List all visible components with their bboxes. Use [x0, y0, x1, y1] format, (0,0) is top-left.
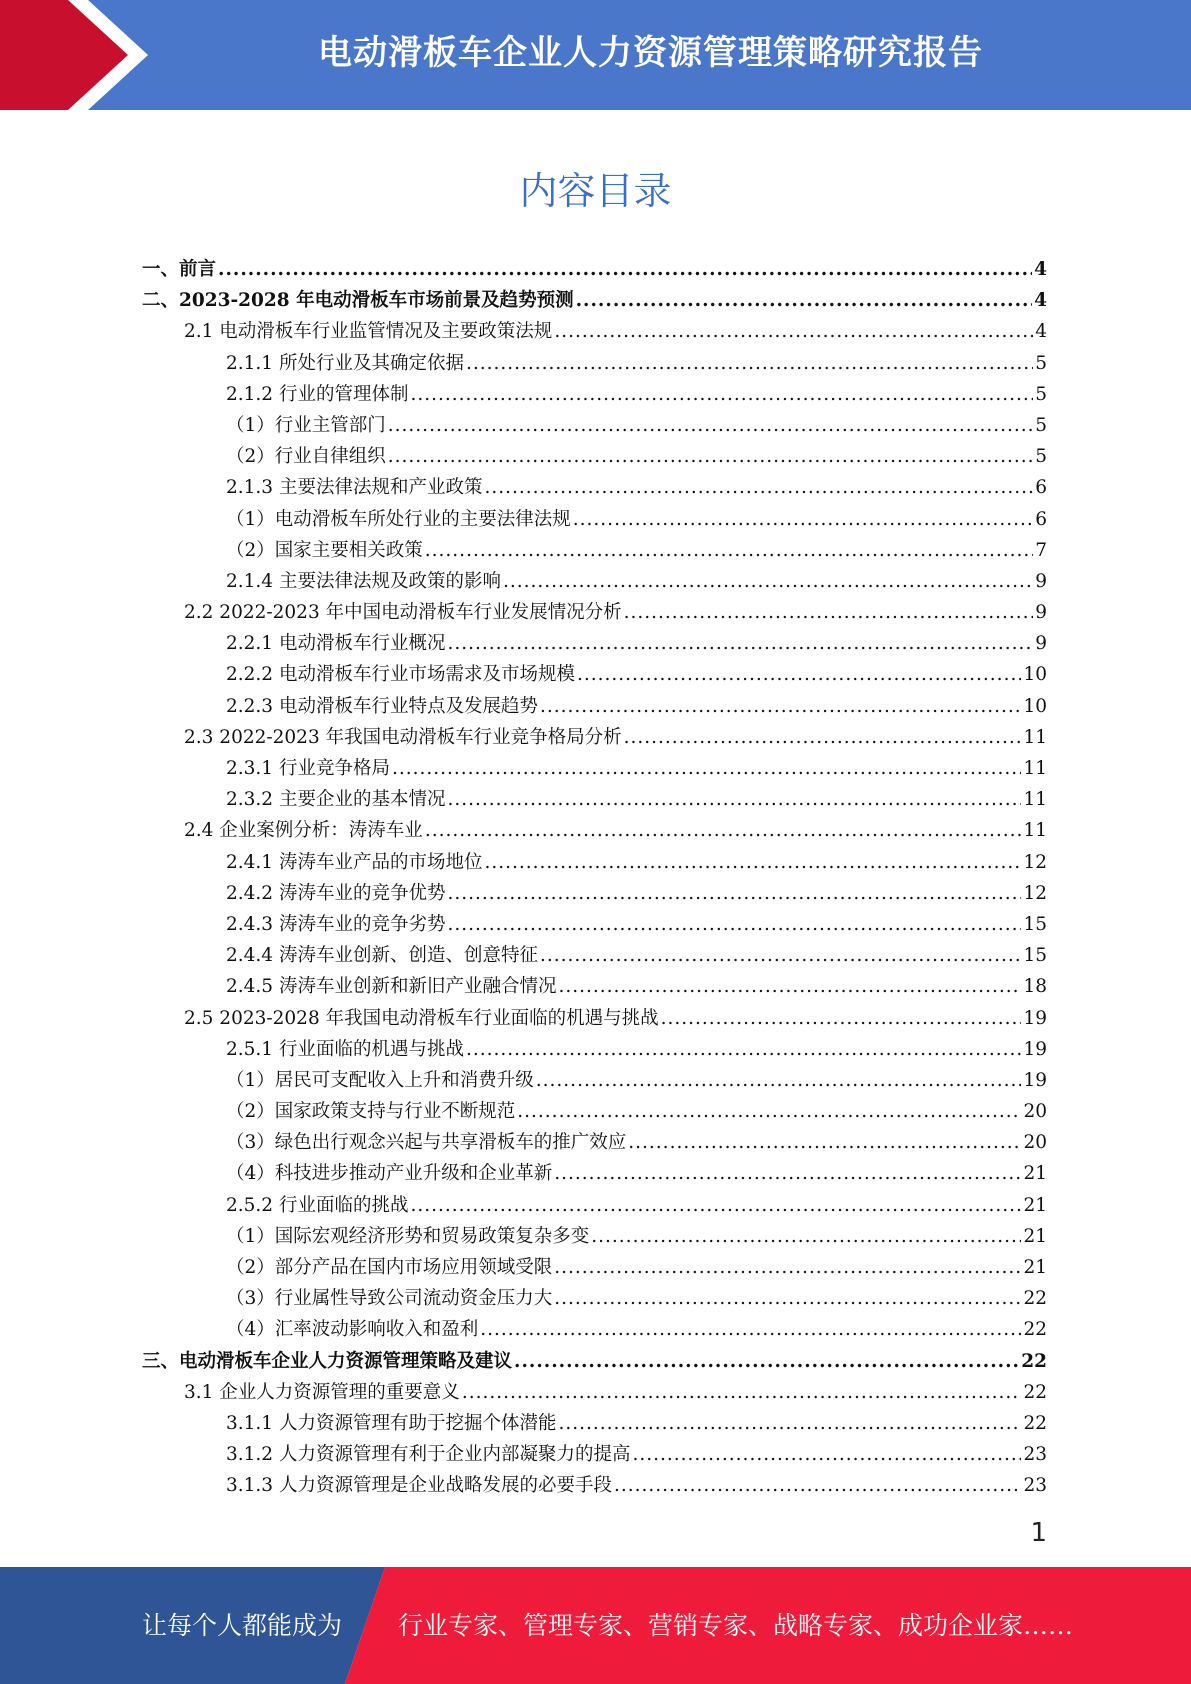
toc-entry[interactable]	[142, 816, 1047, 847]
toc-entry-page: 21	[1023, 1257, 1047, 1278]
toc-entry-title: 2.4.1 涛涛车业产品的市场地位	[226, 851, 483, 873]
toc-entry-page: 11	[1023, 726, 1047, 748]
toc-leader-dots	[540, 945, 1021, 966]
toc-entry-page: 5	[1035, 352, 1047, 374]
toc-entry-title: 2.3.1 行业竞争格局	[226, 758, 390, 779]
toc-entry-title: 2.4.3 涛涛车业的竞争劣势	[226, 913, 446, 935]
toc-entry-title: 3.1.3 人力资源管理是企业战略发展的必要手段	[226, 1475, 612, 1497]
toc-entry[interactable]	[142, 1004, 1047, 1035]
toc-entry-title: 2.4 企业案例分析：涛涛车业	[184, 820, 423, 842]
toc-entry-title: （4）科技进步推动产业升级和企业革新	[226, 1163, 553, 1185]
toc-entry[interactable]	[142, 660, 1047, 691]
toc-entry-title: 2.5 2023-2028 年我国电动滑板车行业面临的机遇与挑战	[184, 1007, 659, 1029]
toc-entry-page: 11	[1023, 820, 1047, 842]
toc-leader-dots	[517, 1101, 1021, 1122]
toc-entry[interactable]	[142, 1284, 1047, 1315]
toc-entry-title: 2.5.1 行业面临的机遇与挑战	[226, 1038, 464, 1060]
toc-entry-title: 2.3.2 主要企业的基本情况	[226, 789, 446, 811]
toc-entry-title: 3.1 企业人力资源管理的重要意义	[184, 1381, 460, 1403]
footer-banner	[0, 1567, 1191, 1684]
toc-entry[interactable]	[142, 692, 1047, 723]
toc-entry[interactable]	[142, 286, 1047, 317]
toc-leader-dots	[536, 1070, 1022, 1091]
toc-entry[interactable]	[142, 255, 1047, 286]
toc-leader-dots	[484, 852, 1021, 873]
toc-entry[interactable]	[142, 1191, 1047, 1222]
toc-entry[interactable]	[142, 473, 1047, 504]
toc-leader-dots	[624, 727, 1022, 748]
toc-entry-title: （2）国家主要相关政策	[226, 539, 423, 561]
toc-entry-page: 11	[1023, 789, 1047, 811]
toc-leader-dots	[425, 540, 1033, 561]
toc-entry[interactable]	[142, 1378, 1047, 1409]
toc-entry-title: 2.4.5 涛涛车业创新和新旧产业融合情况	[226, 976, 557, 998]
toc-leader-dots	[388, 446, 1033, 467]
toc-leader-dots	[558, 1413, 1021, 1434]
toc-leader-dots	[624, 602, 1034, 623]
toc-leader-dots	[614, 1475, 1021, 1496]
toc-entry[interactable]	[142, 598, 1047, 629]
toc-entry-page: 4	[1035, 321, 1047, 343]
footer-slogan-left: 让每个人都能成为	[142, 1611, 343, 1640]
toc-entry-page: 5	[1035, 446, 1047, 468]
toc-entry-title: （1）行业主管部门	[226, 414, 386, 436]
toc-entry-page: 7	[1035, 539, 1047, 561]
toc-entry[interactable]	[142, 972, 1047, 1003]
toc-leader-dots	[661, 1008, 1022, 1029]
toc-entry[interactable]	[142, 848, 1047, 879]
toc-entry-title: （2）行业自律组织	[226, 446, 386, 468]
toc-leader-dots	[466, 1039, 1021, 1060]
toc-entry-page: 9	[1035, 602, 1047, 624]
toc-entry-title: 2.3 2022-2023 年我国电动滑板车行业竞争格局分析	[184, 726, 622, 748]
toc-entry-page: 6	[1035, 477, 1047, 499]
toc-entry-page: 23	[1023, 1444, 1047, 1466]
toc-heading: 内容目录	[519, 169, 672, 213]
toc-leader-dots	[425, 820, 1022, 841]
toc-entry[interactable]	[142, 411, 1047, 442]
toc-entry-title: 2.2.3 电动滑板车行业特点及发展趋势	[226, 695, 538, 717]
toc-entry-page: 6	[1035, 508, 1047, 530]
toc-entry-page: 22	[1021, 1350, 1047, 1372]
toc-entry-page: 21	[1023, 1194, 1047, 1216]
toc-entry[interactable]	[142, 1315, 1047, 1346]
toc-entry[interactable]	[142, 754, 1047, 785]
toc-entry-title: 二、2023-2028 年电动滑板车市场前景及趋势预测	[142, 290, 574, 312]
toc-entry-page: 21	[1023, 1225, 1047, 1247]
toc-leader-dots	[462, 1382, 1022, 1403]
toc-entry[interactable]	[142, 629, 1047, 660]
toc-leader-dots	[447, 914, 1021, 935]
toc-leader-dots	[554, 1257, 1021, 1278]
toc-entry-page: 22	[1023, 1288, 1047, 1310]
toc-entry-page: 9	[1035, 570, 1047, 592]
toc-entry-page: 19	[1023, 1069, 1047, 1091]
toc-entry-title: 一、前言	[142, 259, 217, 280]
toc-leader-dots	[558, 976, 1021, 997]
toc-entry-page: 19	[1023, 1007, 1047, 1029]
toc-leader-dots	[577, 664, 1021, 685]
toc-leader-dots	[447, 789, 1021, 810]
report-title: 电动滑板车企业人力资源管理策略研究报告	[318, 33, 983, 73]
toc-entry[interactable]	[142, 1409, 1047, 1440]
toc-leader-dots	[554, 1288, 1021, 1309]
toc-entry[interactable]	[142, 1222, 1047, 1253]
toc-entry[interactable]	[142, 442, 1047, 473]
toc-entry-title: 2.2 2022-2023 年中国电动滑板车行业发展情况分析	[184, 602, 622, 624]
toc-entry[interactable]	[142, 1128, 1047, 1159]
toc-entry-title: （1）国际宏观经济形势和贸易政策复杂多变	[226, 1225, 590, 1247]
toc-entry-title: （1）居民可支配收入上升和消费升级	[226, 1069, 534, 1091]
toc-entry-title: 三、电动滑板车企业人力资源管理策略及建议	[142, 1350, 513, 1372]
toc-entry-page: 19	[1023, 1038, 1047, 1060]
toc-entry[interactable]	[142, 349, 1047, 380]
toc-entry[interactable]	[142, 1159, 1047, 1190]
toc-leader-dots	[447, 883, 1021, 904]
toc-entry-page: 9	[1035, 633, 1047, 655]
toc-entry-title: 2.1.2 行业的管理体制	[226, 383, 409, 405]
toc-leader-dots	[410, 384, 1033, 405]
toc-entry[interactable]	[142, 567, 1047, 598]
toc-entry-title: 3.1.2 人力资源管理有利于企业内部凝聚力的提高	[226, 1444, 631, 1466]
toc-leader-dots	[573, 509, 1033, 530]
toc-entry-page: 22	[1023, 1412, 1047, 1434]
toc-entry-title: 2.1.4 主要法律法规及政策的影响	[226, 570, 501, 592]
toc-leader-dots	[632, 1444, 1021, 1465]
toc-leader-dots	[540, 696, 1021, 717]
toc-entry-title: （1）电动滑板车所处行业的主要法律法规	[226, 508, 571, 530]
header-banner	[0, 0, 1191, 110]
toc-entry-page: 5	[1035, 383, 1047, 405]
footer-slogan-right: 行业专家、管理专家、营销专家、战略专家、成功企业家……	[398, 1611, 1074, 1640]
toc-entry[interactable]	[142, 317, 1047, 348]
toc-entry-title: （3）行业属性导致公司流动资金压力大	[226, 1288, 553, 1310]
toc-leader-dots	[447, 633, 1033, 654]
toc-leader-dots	[410, 1195, 1021, 1216]
toc-entry[interactable]	[142, 380, 1047, 411]
toc-entry-page: 18	[1023, 976, 1047, 998]
toc-entry-page: 15	[1023, 913, 1047, 935]
toc-entry[interactable]	[142, 1471, 1047, 1502]
toc-leader-dots	[554, 1163, 1021, 1184]
toc-leader-dots	[591, 1226, 1021, 1247]
toc-entry[interactable]	[142, 879, 1047, 910]
toc-leader-dots	[554, 321, 1033, 342]
toc-leader-dots	[218, 259, 1032, 280]
toc-leader-dots	[514, 1351, 1019, 1372]
toc-entry-title: 2.4.2 涛涛车业的竞争优势	[226, 882, 446, 904]
toc-entry-title: 2.5.2 行业面临的挑战	[226, 1194, 409, 1216]
toc-entry[interactable]	[142, 1253, 1047, 1284]
toc-leader-dots	[392, 758, 1021, 779]
toc-entry-title: 2.2.1 电动滑板车行业概况	[226, 633, 446, 655]
toc-entry-page: 20	[1023, 1101, 1047, 1123]
toc-leader-dots	[466, 353, 1033, 374]
toc-entry-page: 10	[1023, 695, 1047, 717]
toc-entry-page: 12	[1023, 851, 1047, 873]
toc-entry-title: 2.1 电动滑板车行业监管情况及主要政策法规	[184, 321, 553, 343]
toc-entry-title: （2）国家政策支持与行业不断规范	[226, 1101, 516, 1123]
toc-leader-dots	[484, 477, 1033, 498]
toc-entry[interactable]	[142, 723, 1047, 754]
page-number: 1	[1030, 1518, 1047, 1548]
toc-entry-title: 2.2.2 电动滑板车行业市场需求及市场规模	[226, 664, 575, 686]
toc-entry-page: 11	[1023, 758, 1047, 779]
toc-entry[interactable]	[142, 785, 1047, 816]
toc-entry[interactable]	[142, 1066, 1047, 1097]
toc-entry-page: 12	[1023, 882, 1047, 904]
toc-entry-page: 22	[1023, 1381, 1047, 1403]
toc-entry[interactable]	[142, 941, 1047, 972]
toc-entry-page: 20	[1023, 1132, 1047, 1154]
toc-entry-page: 4	[1034, 290, 1047, 312]
toc-leader-dots	[576, 290, 1033, 311]
toc-entry-title: 2.4.4 涛涛车业创新、创造、创意特征	[226, 945, 538, 967]
toc-entry-title: （4）汇率波动影响收入和盈利	[226, 1319, 479, 1341]
toc-entry[interactable]	[142, 536, 1047, 567]
toc-entry-page: 21	[1023, 1163, 1047, 1185]
toc-entry[interactable]	[142, 910, 1047, 941]
toc-entry-page: 5	[1035, 414, 1047, 436]
toc-leader-dots	[503, 571, 1033, 592]
toc-leader-dots	[480, 1319, 1021, 1340]
toc-entry-page: 15	[1023, 945, 1047, 967]
toc-entry[interactable]	[142, 1440, 1047, 1471]
toc-entry[interactable]	[142, 1347, 1047, 1378]
toc-entry-page: 22	[1023, 1319, 1047, 1341]
toc-entry-page: 4	[1034, 259, 1047, 280]
toc-leader-dots	[388, 415, 1033, 436]
toc-entry-page: 23	[1023, 1475, 1047, 1497]
toc-entry[interactable]	[142, 505, 1047, 536]
toc-leader-dots	[628, 1132, 1021, 1153]
toc-entry-title: 2.1.1 所处行业及其确定依据	[226, 352, 464, 374]
toc-entry-title: （2）部分产品在国内市场应用领域受限	[226, 1257, 553, 1278]
toc-entry[interactable]	[142, 1035, 1047, 1066]
toc-entry-page: 10	[1023, 664, 1047, 686]
toc-entry[interactable]	[142, 1097, 1047, 1128]
table-of-contents	[142, 255, 1047, 1503]
toc-entry-title: 3.1.1 人力资源管理有助于挖掘个体潜能	[226, 1412, 557, 1434]
toc-entry-title: 2.1.3 主要法律法规和产业政策	[226, 477, 483, 499]
toc-entry-title: （3）绿色出行观念兴起与共享滑板车的推广效应	[226, 1132, 627, 1154]
